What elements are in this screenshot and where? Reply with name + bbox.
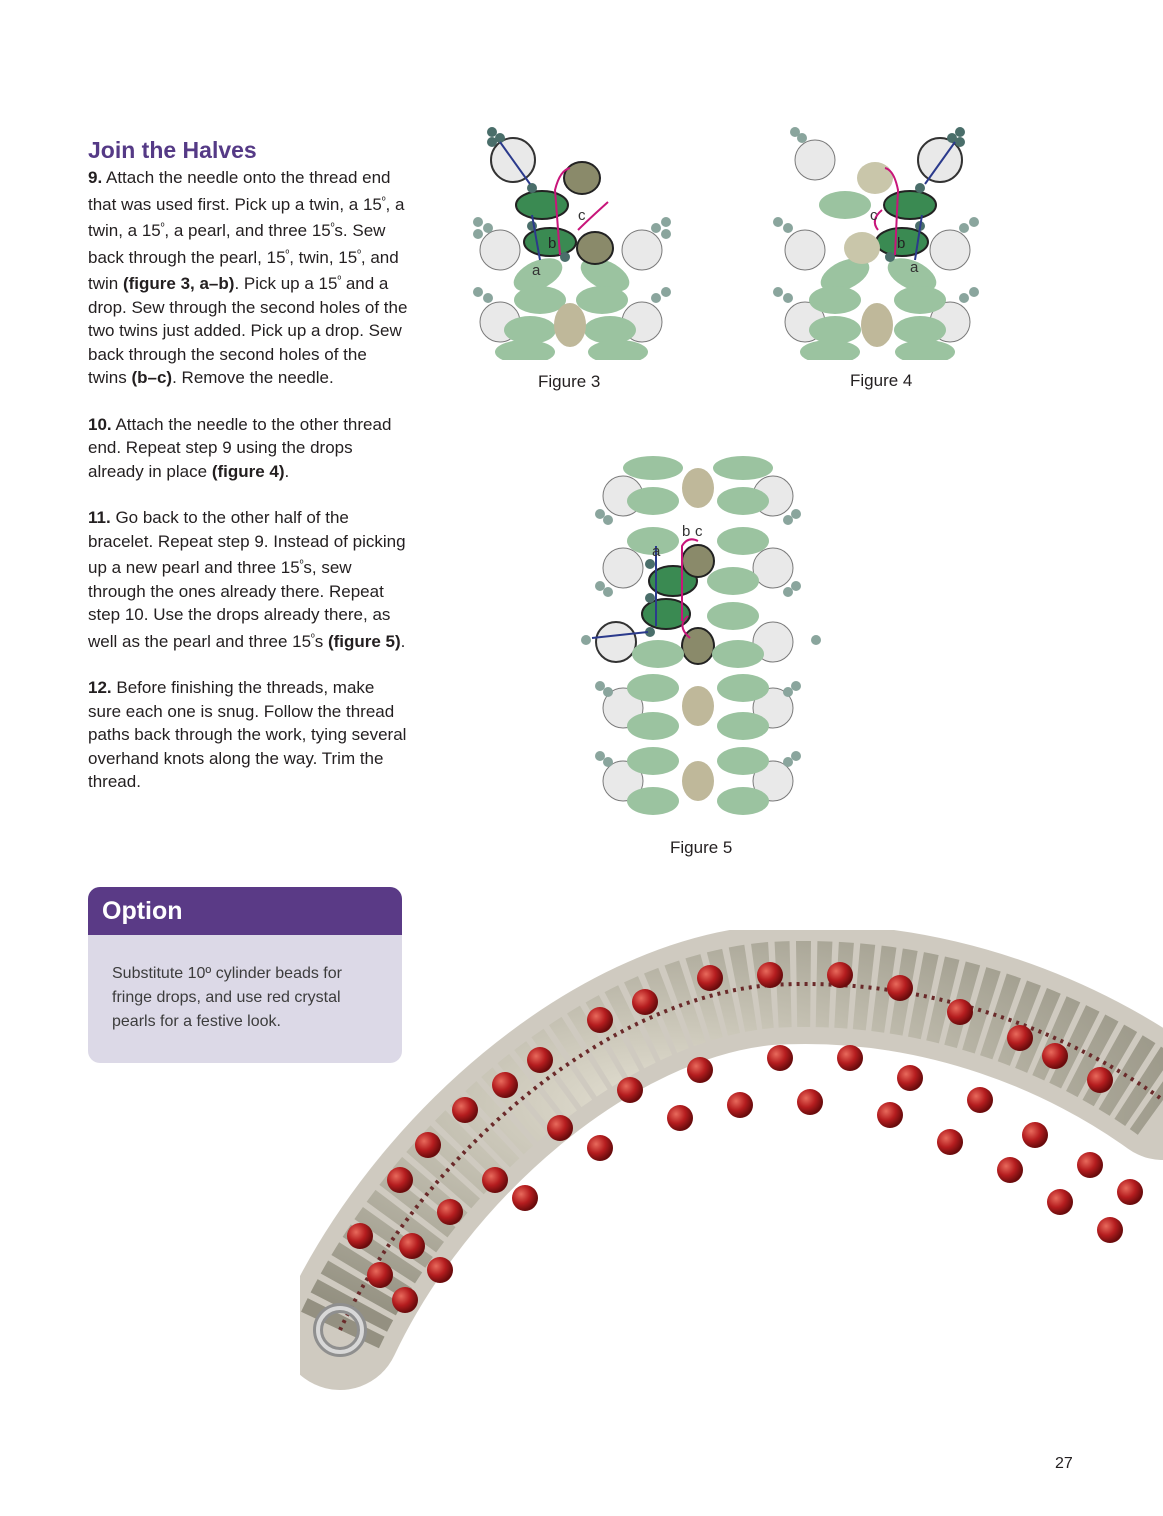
bracelet-photo — [300, 930, 1163, 1390]
ordinal-mark: º — [381, 195, 386, 207]
figure-3-caption: Figure 3 — [538, 372, 601, 391]
step-number: 10. — [88, 414, 112, 434]
fig4-beadwork — [773, 127, 979, 360]
step-text: . — [284, 461, 290, 481]
ordinal-mark: º — [330, 222, 335, 233]
step-number: 12. — [88, 678, 112, 697]
figure-5-caption: Figure 5 — [670, 838, 733, 857]
step-number: 11. — [88, 508, 111, 527]
step-paragraph — [88, 166, 408, 390]
fig4-label-b: b — [897, 235, 906, 252]
step-number: 9. — [88, 168, 103, 187]
fig3-label-a: a — [532, 262, 541, 279]
step-text: s, sew through the ones already there. Repeat step 10. Use the drops already there, as well as the pearl and three 15 — [88, 558, 391, 651]
step-text: . — [400, 631, 406, 651]
section-heading: Join the Halves — [88, 137, 257, 163]
fig5-label-b: b — [682, 523, 691, 540]
figure-reference: (figure 3, a–b) — [122, 274, 235, 293]
step-text: s — [314, 631, 328, 651]
fig5-beadwork — [581, 456, 821, 815]
fig5-label-a: a — [652, 543, 661, 560]
step-text: . Pick up a 15 — [234, 274, 338, 293]
step-text: , a twin, a 15 — [88, 194, 405, 240]
fig3-beadwork — [473, 127, 671, 360]
figure-5-diagram — [578, 456, 828, 828]
fig4-label-a: a — [910, 259, 919, 276]
step-text: , twin, 15 — [289, 247, 358, 267]
step-text: Attach the needle onto the thread end that was used first. Pick up a twin, a 15 — [88, 168, 391, 214]
fig4-label-c: c — [870, 207, 878, 224]
step-text: Before finishing the threads, make sure each one is snug. Follow the thread paths back through the work, tying several overhand knots along the way. Trim the thread. — [88, 678, 407, 791]
step-text: and a drop. Sew through the second holes of the two twins just added. Pick up a drop. Sew back through the second holes of the twins — [88, 274, 408, 387]
figure-4-caption: Figure 4 — [850, 371, 913, 390]
step-paragraph — [88, 413, 408, 484]
ordinal-mark: º — [337, 275, 342, 286]
fig5-label-c: c — [695, 523, 703, 540]
instructions-column — [88, 136, 408, 817]
step-text: . Remove the needle. — [172, 368, 334, 387]
step-text: s. Sew back through the pearl, 15 — [88, 221, 386, 267]
steps-list — [88, 166, 408, 794]
option-title: Option — [88, 887, 402, 935]
step-text: , a pearl, and three 15 — [164, 221, 331, 240]
ordinal-mark: º — [357, 248, 361, 260]
step-text: , and twin — [88, 247, 399, 293]
ordinal-mark: º — [299, 559, 304, 570]
option-body: Substitute 10º cylinder beads for fringe drops, and use red crystal pearls for a festive look. — [112, 965, 342, 1030]
step-paragraph — [88, 676, 408, 794]
figure-reference: (figure 4) — [211, 461, 285, 481]
step-paragraph — [88, 506, 408, 653]
ordinal-mark: º — [285, 248, 290, 260]
step-text: Go back to the other half of the bracelet. Repeat step 9. Instead of picking up a new pearl and three 15 — [88, 508, 406, 577]
figure-reference: (figure 5) — [327, 631, 401, 651]
fig3-label-c: c — [578, 207, 586, 224]
ordinal-mark: º — [311, 632, 315, 644]
page-number: 27 — [1055, 1455, 1073, 1472]
ordinal-mark: º — [160, 222, 165, 233]
figure-3-diagram — [470, 120, 690, 360]
step-text: Attach the needle to the other thread end. Repeat step 9 using the drops already in place — [88, 414, 392, 481]
fig3-label-b: b — [548, 235, 557, 252]
figure-4-diagram — [770, 120, 990, 360]
figure-reference: (b–c) — [131, 368, 173, 387]
